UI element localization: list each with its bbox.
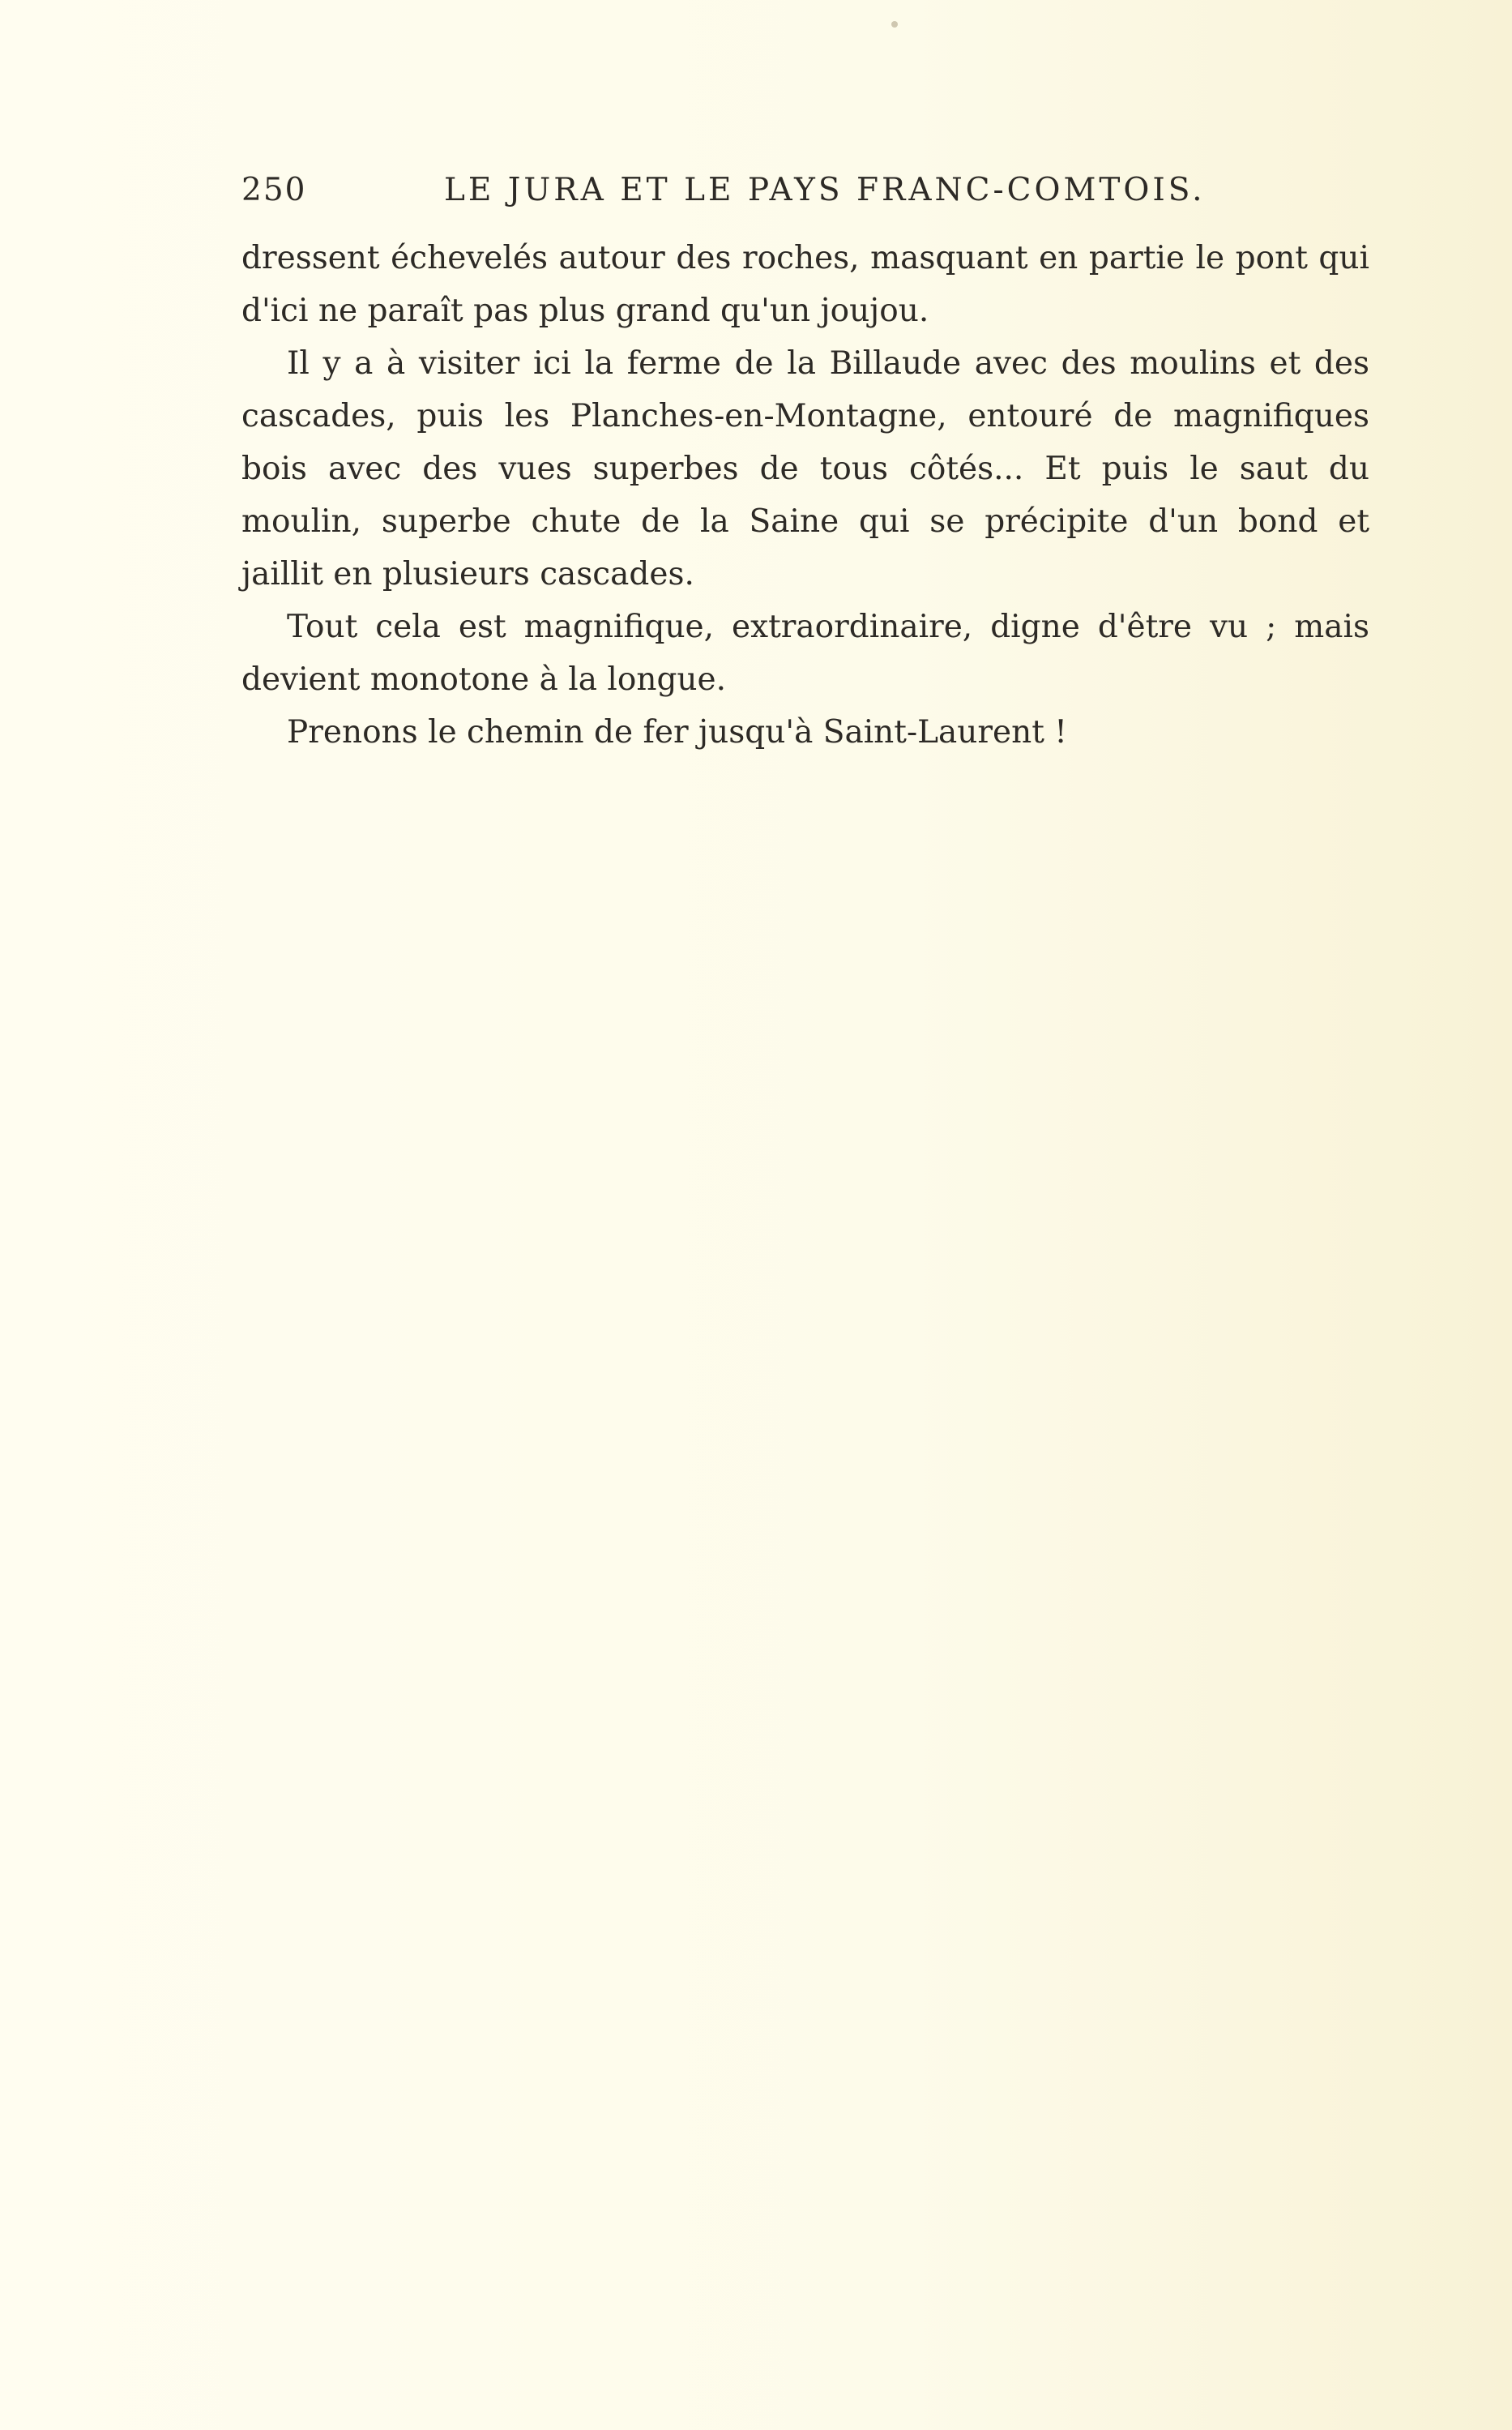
text-line: d'ici ne paraît pas plus grand qu'un joujou. [241,293,929,329]
running-title: LE JURA ET LE PAYS FRANC-COMTOIS. [444,172,1206,208]
body-text [241,232,1369,759]
page-number: 250 [241,172,307,208]
text-line: devient monotone à la longue. [241,661,727,698]
text-line: bois avec des vues superbes de tous côtés... Et puis le saut du [241,451,1369,487]
text-line: Prenons le chemin de fer jusqu'à Saint-Laurent ! [287,714,1067,751]
text-line: Il y a à visiter ici la ferme de la Billaude avec des moulins et des [287,345,1369,382]
text-line: jaillit en plusieurs cascades. [241,556,694,593]
text-line: Tout cela est magnifique, extraordinaire, digne d'être vu ; mais [287,609,1369,645]
text-line: cascades, puis les Planches-en-Montagne, entouré de magnifiques [241,398,1369,434]
ink-speck [891,21,898,28]
text-line: dressent échevelés autour des roches, masquant en partie le pont qui [241,240,1369,276]
page-header [241,172,1368,220]
text-line: moulin, superbe chute de la Saine qui se précipite d'un bond et [241,503,1369,540]
